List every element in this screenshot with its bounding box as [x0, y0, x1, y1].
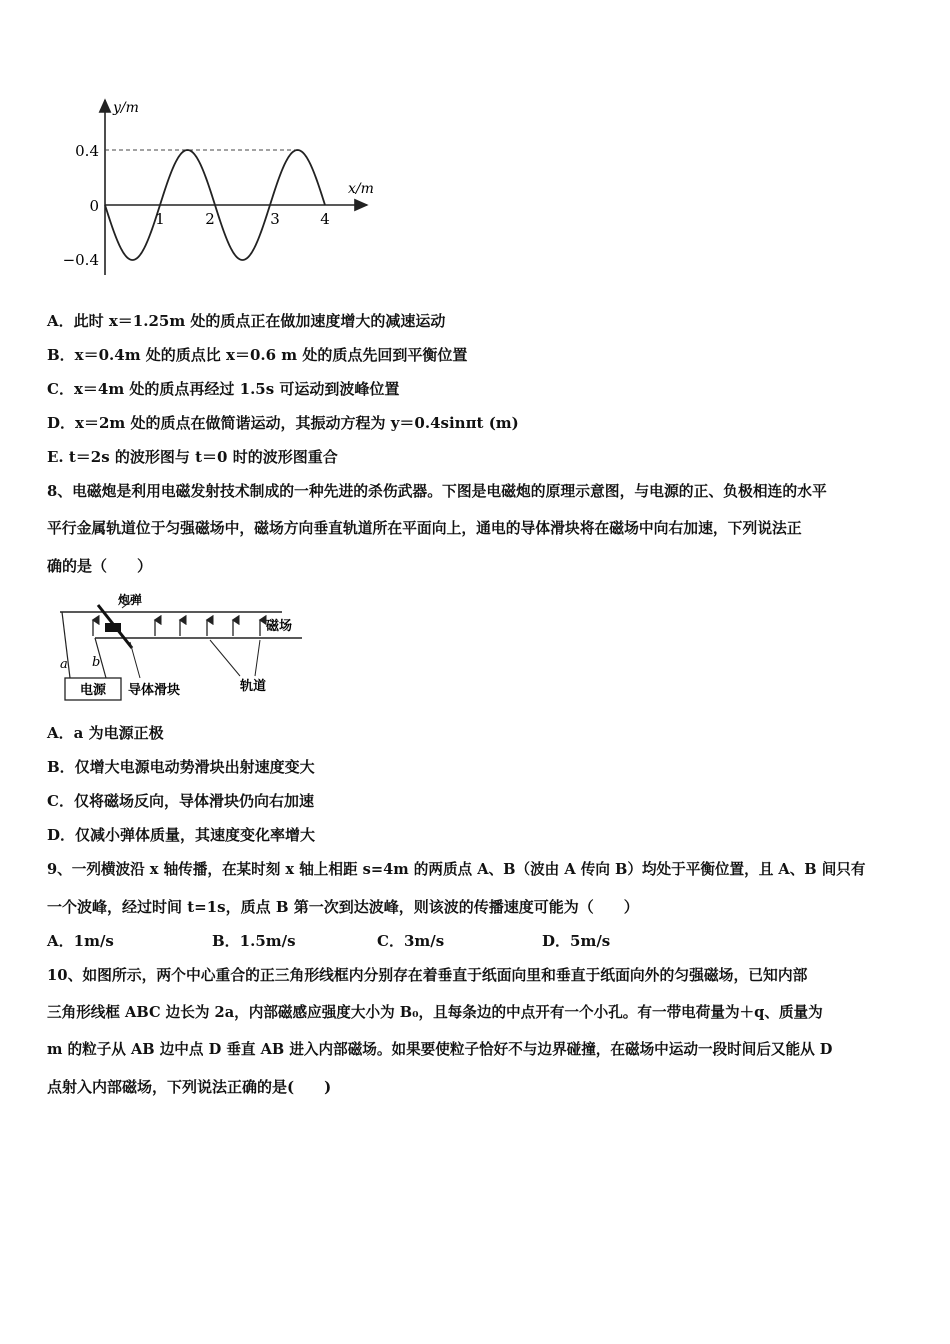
- x-tick-label: 4: [320, 210, 330, 228]
- q8-option-b: B．仅增大电源电动势滑块出射速度变大: [47, 758, 315, 776]
- label-b: b: [92, 655, 101, 670]
- q7-option-e: E. t＝2s 的波形图与 t＝0 时的波形图重合: [47, 448, 338, 466]
- projectile-label: 炮弹: [118, 593, 143, 607]
- q10-stem-line: 点射入内部磁场，下列说法正确的是( ): [47, 1078, 332, 1096]
- q10-stem-line: 10、如图所示，两个中心重合的正三角形线框内分别存在着垂直于纸面向里和垂直于纸面向外的匀强磁场，已知内部: [47, 967, 808, 984]
- q8-stem-line: 确的是（ ）: [47, 557, 153, 575]
- q7-option-b: B．x＝0.4m 处的质点比 x＝0.6 m 处的质点先回到平衡位置: [47, 346, 468, 364]
- q10-stem-line: m 的粒子从 AB 边中点 D 垂直 AB 进入内部磁场。如果要使粒子恰好不与边界碰撞，在磁场中运动一段时间后又能从 D: [47, 1041, 833, 1058]
- q9-option-a: A．1m/s: [47, 932, 114, 950]
- q8-stem-line: 平行金属轨道位于匀强磁场中，磁场方向垂直轨道所在平面向上，通电的导体滑块将在磁场中向右加速，下列说法正: [47, 520, 802, 537]
- x-tick-label: 3: [270, 210, 280, 228]
- y-tick-label: 0: [89, 197, 99, 215]
- q9-option-b: B．1.5m/s: [212, 932, 296, 950]
- field-label: 磁场: [266, 619, 293, 634]
- rail-label: 轨道: [240, 679, 267, 694]
- railgun-diagram: [50, 590, 310, 705]
- projectile-block: [105, 623, 121, 632]
- q7-option-d: D．x＝2m 处的质点在做简谐运动，其振动方程为 y＝0.4sinπt (m): [47, 414, 519, 432]
- x-axis-label: x/m: [348, 181, 374, 197]
- q9-option-d: D．5m/s: [542, 932, 611, 950]
- y-tick-label: −0.4: [62, 251, 99, 269]
- x-tick-label: 2: [205, 210, 215, 228]
- x-tick-label: 1: [155, 210, 165, 228]
- wave-chart: [55, 95, 385, 285]
- power-source-label: 电源: [79, 683, 107, 698]
- y-tick-label: 0.4: [75, 142, 99, 160]
- q8-stem-line: 8、电磁炮是利用电磁发射技术制成的一种先进的杀伤武器。下图是电磁炮的原理示意图，与电源的正、负极相连的水平: [47, 483, 827, 500]
- q10-stem-line: 三角形线框 ABC 边长为 2a，内部磁感应强度大小为 B₀，且每条边的中点开有一个小孔。有一带电荷量为＋q、质量为: [47, 1004, 823, 1021]
- q8-option-c: C．仅将磁场反向，导体滑块仍向右加速: [47, 792, 314, 810]
- label-a: a: [60, 657, 68, 672]
- q7-option-a: A．此时 x＝1.25m 处的质点正在做加速度增大的减速运动: [47, 312, 446, 330]
- y-axis-label: y/m: [113, 100, 139, 116]
- q7-option-c: C．x＝4m 处的质点再经过 1.5s 可运动到波峰位置: [47, 380, 400, 398]
- q8-option-d: D．仅减小弹体质量，其速度变化率增大: [47, 826, 316, 844]
- q9-stem-line: 一个波峰，经过时间 t=1s，质点 B 第一次到达波峰，则该波的传播速度可能为（ ）: [47, 898, 639, 916]
- q8-option-a: A．a 为电源正极: [47, 724, 164, 742]
- slider-label: 导体滑块: [128, 683, 181, 698]
- q9-option-c: C．3m/s: [377, 932, 445, 950]
- q9-stem-line: 9、一列横波沿 x 轴传播，在某时刻 x 轴上相距 s=4m 的两质点 A、B（波由 A 传向 B）均处于平衡位置，且 A、B 间只有: [47, 861, 866, 878]
